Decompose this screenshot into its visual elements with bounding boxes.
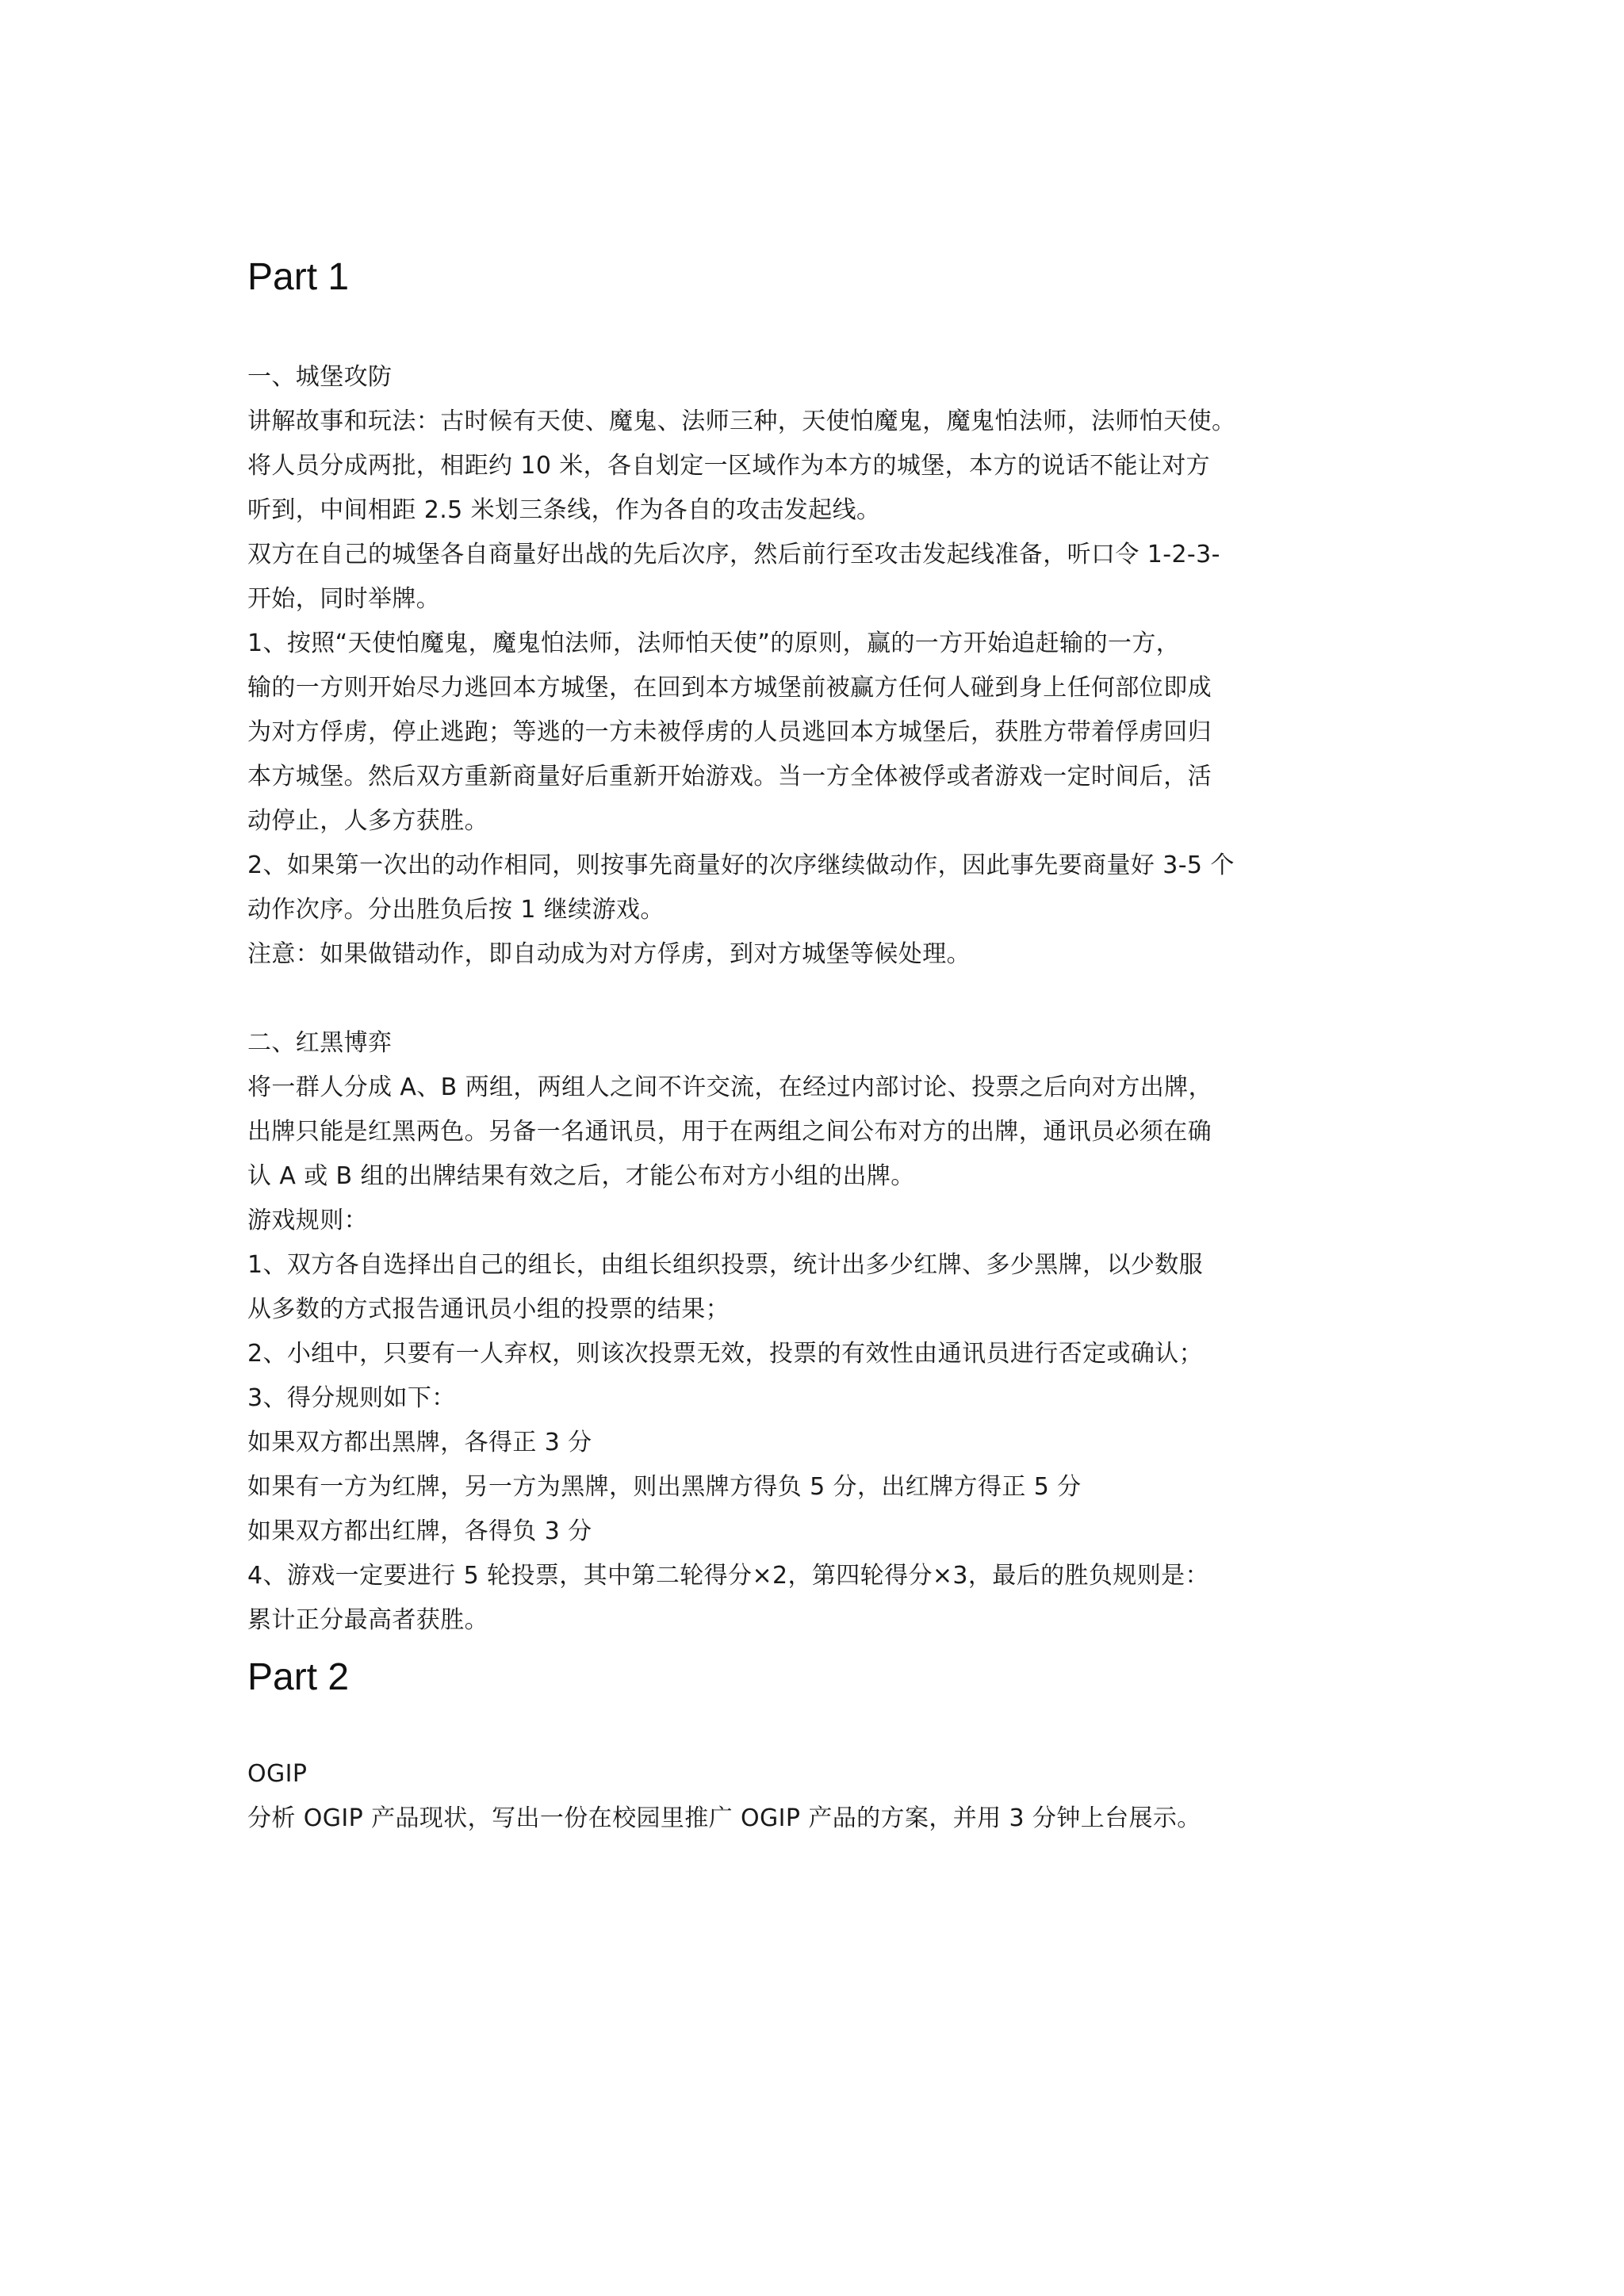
paragraph-line: 将一群人分成 A、B 两组，两组人之间不许交流，在经过内部讨论、投票之后向对方出牌， bbox=[247, 1073, 1212, 1101]
paragraph-line: 4、游戏一定要进行 5 轮投票，其中第二轮得分×2，第四轮得分×3，最后的胜负规则是： bbox=[247, 1562, 1209, 1590]
paragraph-line: 将人员分成两批，相距约 10 米，各自划定一区域作为本方的城堡，本方的说话不能让对方 bbox=[247, 452, 1211, 480]
paragraph-line: 2、小组中，只要有一人弃权，则该次投票无效，投票的有效性由通讯员进行否定或确认； bbox=[247, 1340, 1204, 1368]
note-line: 注意：如果做错动作，即自动成为对方俘虏，到对方城堡等候处理。 bbox=[247, 940, 971, 968]
paragraph-line: 输的一方则开始尽力逃回本方城堡，在回到本方城堡前被赢方任何人碰到身上任何部位即成 bbox=[247, 674, 1212, 702]
part1-heading: Part 1 bbox=[247, 256, 350, 298]
paragraph-line: 1、按照“天使怕魔鬼，魔鬼怕法师，法师怕天使”的原则，赢的一方开始追赶输的一方， bbox=[247, 629, 1181, 657]
paragraph-line: 讲解故事和玩法：古时候有天使、魔鬼、法师三种，天使怕魔鬼，魔鬼怕法师，法师怕天使。 bbox=[247, 408, 1236, 435]
paragraph-line: 为对方俘虏，停止逃跑；等逃的一方未被俘虏的人员逃回本方城堡后，获胜方带着俘虏回归 bbox=[247, 718, 1212, 746]
paragraph-line: 从多数的方式报告通讯员小组的投票的结果； bbox=[247, 1295, 730, 1323]
paragraph-line: 动停止，人多方获胜。 bbox=[247, 807, 488, 835]
paragraph-line: 累计正分最高者获胜。 bbox=[247, 1606, 488, 1634]
paragraph-line: 分析 OGIP 产品现状，写出一份在校园里推广 OGIP 产品的方案，并用 3 分钟上台展示。 bbox=[247, 1804, 1201, 1832]
part2-body bbox=[247, 1752, 1389, 1841]
paragraph-line: 本方城堡。然后双方重新商量好后重新开始游戏。当一方全体被俘或者游戏一定时间后，活 bbox=[247, 763, 1212, 790]
paragraph-line: 出牌只能是红黑两色。另备一名通讯员，用于在两组之间公布对方的出牌，通讯员必须在确 bbox=[247, 1118, 1212, 1146]
castle-section-title: 一、城堡攻防 bbox=[247, 363, 393, 391]
rules-label: 游戏规则： bbox=[247, 1207, 368, 1234]
scoring-line: 如果有一方为红牌，另一方为黑牌，则出黑牌方得负 5 分，出红牌方得正 5 分 bbox=[247, 1473, 1082, 1501]
paragraph-line: 双方在自己的城堡各自商量好出战的先后次序，然后前行至攻击发起线准备，听口令 1-2-3- bbox=[247, 541, 1220, 568]
part2-heading: Part 2 bbox=[247, 1656, 350, 1698]
paragraph-line: 3、得分规则如下： bbox=[247, 1384, 456, 1412]
paragraph-line: 1、双方各自选择出自己的组长，由组长组织投票，统计出多少红牌、多少黑牌，以少数服 bbox=[247, 1251, 1204, 1279]
scoring-line: 如果双方都出黑牌，各得正 3 分 bbox=[247, 1429, 592, 1456]
paragraph-line: 认 A 或 B 组的出牌结果有效之后，才能公布对方小组的出牌。 bbox=[247, 1162, 915, 1190]
red-black-section-title: 二、红黑博弈 bbox=[247, 1029, 393, 1057]
scoring-line: 如果双方都出红牌，各得负 3 分 bbox=[247, 1517, 592, 1545]
ogip-title: OGIP bbox=[247, 1760, 308, 1788]
blank-line bbox=[247, 977, 1389, 1021]
paragraph-line: 听到，中间相距 2.5 米划三条线，作为各自的攻击发起线。 bbox=[247, 496, 881, 524]
part1-body bbox=[247, 355, 1389, 1643]
paragraph-line: 开始，同时举牌。 bbox=[247, 585, 441, 613]
paragraph-line: 动作次序。分出胜负后按 1 继续游戏。 bbox=[247, 896, 665, 924]
paragraph-line: 2、如果第一次出的动作相同，则按事先商量好的次序继续做动作，因此事先要商量好 3-5 个 bbox=[247, 851, 1235, 879]
